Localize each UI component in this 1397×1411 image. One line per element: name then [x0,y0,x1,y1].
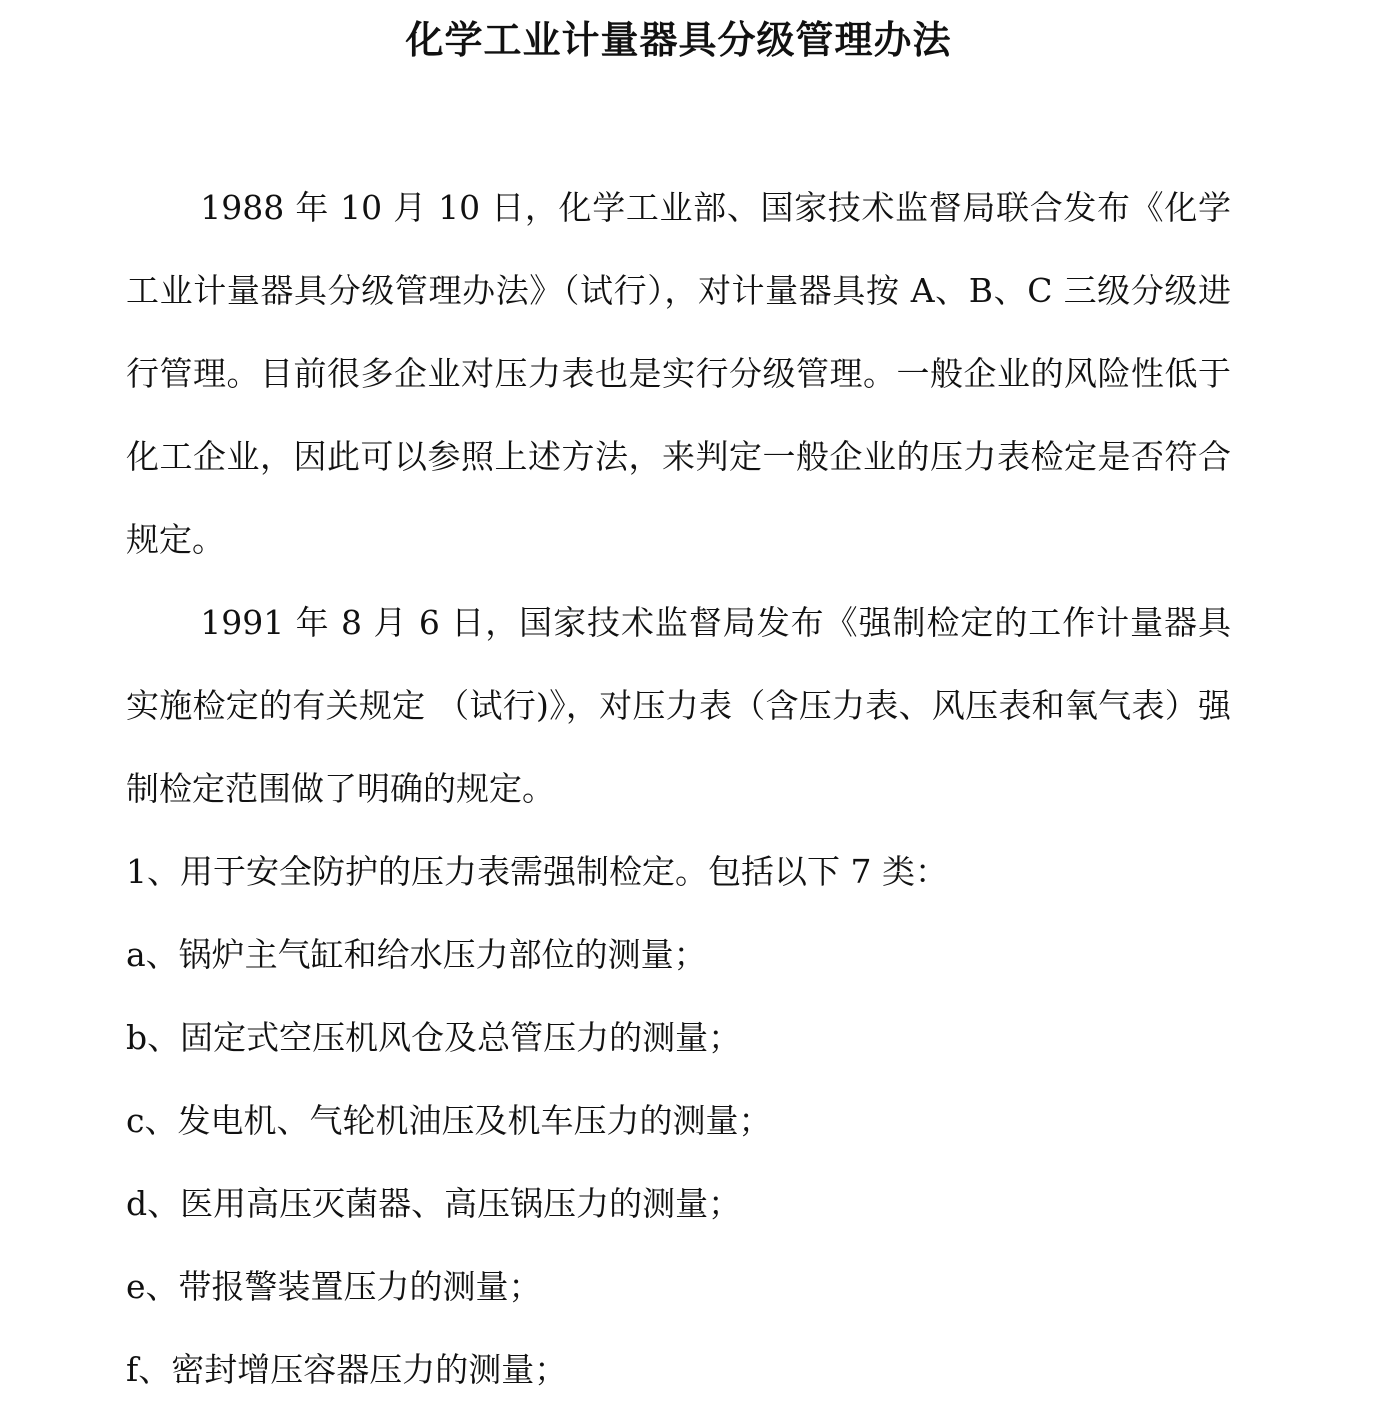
list-item-c: c、发电机、气轮机油压及机车压力的测量； [126,1101,772,1140]
paragraph-1991-regulation: 1991 年 8 月 6 日，国家技术监督局发布《强制检定的工作计量器具实施检定的有关规定 （试行)》，对压力表（含压力表、风压表和氧气表）强制检定范围做了明确的规定。 [126,603,1231,808]
list-item-a: a、锅炉主气缸和给水压力部位的测量； [126,935,707,974]
paragraph-1988-regulation: 1988 年 10 月 10 日，化学工业部、国家技术监督局联合发布《化学工业计量器具分级管理办法》（试行），对计量器具按 A、B、C 三级分级进行管理。目前很多企业对压力表也是实行分级管理。一般企业的风险性低于化工企业，因此可以参照上述方法，来判定一般企业的压力表检定是否符合规定。 [126,188,1231,559]
list-heading: 1、用于安全防护的压力表需强制检定。包括以下 7 类： [126,852,948,891]
list-item-d: d、医用高压灭菌器、高压锅压力的测量； [126,1184,742,1223]
list-item-e: e、带报警装置压力的测量； [126,1267,542,1306]
document-title: 化学工业计量器具分级管理办法 [405,17,952,62]
list-item-f: f、密封增压容器压力的测量； [126,1350,568,1389]
document-body [126,166,1231,1411]
list-item-b: b、固定式空压机风仓及总管压力的测量； [126,1018,742,1057]
